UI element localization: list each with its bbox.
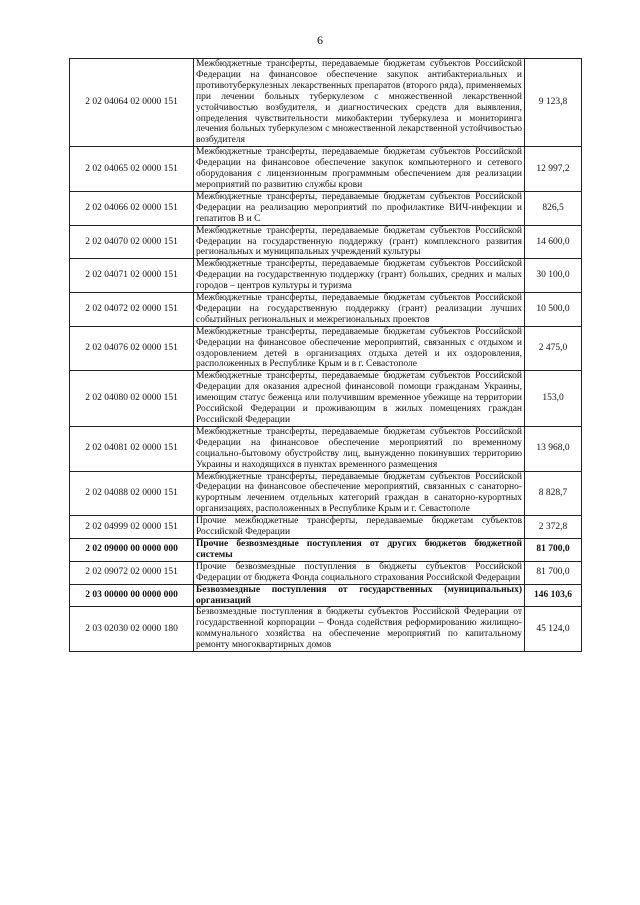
budget-code-cell: 2 03 02030 02 0000 180: [70, 607, 194, 652]
table-row: [70, 426, 582, 471]
amount-cell: 10 500,0: [525, 293, 582, 327]
amount-cell: 30 100,0: [525, 259, 582, 293]
budget-code-cell: 2 02 04088 02 0000 151: [70, 471, 194, 516]
budget-code-cell: 2 02 04070 02 0000 151: [70, 225, 194, 259]
description-cell: Межбюджетные трансферты, передаваемые бюджетам субъектов Российской Федерации на реализацию мероприятий по профилактике ВИЧ-инфекции и гепатитов B и C: [194, 191, 525, 225]
description-cell: Межбюджетные трансферты, передаваемые бюджетам субъектов Российской Федерации для оказания адресной финансовой помощи гражданам Украины, имеющим статус беженца или получившим временное убежище на территории Российской Федерации и проживающим в жилых помещениях граждан Российской Федерации: [194, 371, 525, 427]
budget-code-cell: 2 02 04081 02 0000 151: [70, 426, 194, 471]
table-row: [70, 147, 582, 192]
page-number: 6: [317, 33, 323, 47]
description-cell: Безвозмездные поступления от государственных (муниципальных) организаций: [194, 584, 525, 607]
table-row: [70, 293, 582, 327]
budget-code-cell: 2 02 04065 02 0000 151: [70, 147, 194, 192]
table-row: [70, 561, 582, 584]
description-cell: Межбюджетные трансферты, передаваемые бюджетам субъектов Российской Федерации на финансовое обеспечение мероприятий, связанных с отдыхом и оздоровлением детей в организациях отдыха детей и их оздоровления, расположенных в Республике Крым и в г. Севастополе: [194, 326, 525, 371]
amount-cell: 81 700,0: [525, 538, 582, 561]
table-row: [70, 326, 582, 371]
budget-code-cell: 2 02 04080 02 0000 151: [70, 371, 194, 427]
budget-code-cell: 2 03 00000 00 0000 000: [70, 584, 194, 607]
description-cell: Прочие безвозмездные поступления от других бюджетов бюджетной системы: [194, 538, 525, 561]
budget-code-cell: 2 02 09072 02 0000 151: [70, 561, 194, 584]
amount-cell: 13 968,0: [525, 426, 582, 471]
table-row: [70, 371, 582, 427]
amount-cell: 81 700,0: [525, 561, 582, 584]
table-body: [70, 59, 582, 652]
amount-cell: 826,5: [525, 191, 582, 225]
description-cell: Прочие межбюджетные трансферты, передаваемые бюджетам субъектов Российской Федерации: [194, 516, 525, 539]
amount-cell: 45 124,0: [525, 607, 582, 652]
amount-cell: 2 372,8: [525, 516, 582, 539]
budget-code-cell: 2 02 04999 02 0000 151: [70, 516, 194, 539]
table-row: [70, 538, 582, 561]
amount-cell: 8 828,7: [525, 471, 582, 516]
budget-code-cell: 2 02 04064 02 0000 151: [70, 59, 194, 147]
description-cell: Межбюджетные трансферты, передаваемые бюджетам субъектов Российской Федерации на государственную поддержку (грант) реализации лучших событийных региональных и межрегиональных проектов: [194, 293, 525, 327]
table-row: [70, 59, 582, 147]
budget-revenue-table: [69, 58, 582, 652]
amount-cell: 12 997,2: [525, 147, 582, 192]
table-row: [70, 191, 582, 225]
description-cell: Прочие безвозмездные поступления в бюджеты субъектов Российской Федерации от бюджета Фонда социального страхования Российской Федерации: [194, 561, 525, 584]
table-row: [70, 607, 582, 652]
table-row: [70, 584, 582, 607]
table-row: [70, 516, 582, 539]
description-cell: Межбюджетные трансферты, передаваемые бюджетам субъектов Российской Федерации на государственную поддержку (грант) комплексного развития региональных и муниципальных учреждений культуры: [194, 225, 525, 259]
table-row: [70, 471, 582, 516]
table-row: [70, 225, 582, 259]
description-cell: Межбюджетные трансферты, передаваемые бюджетам субъектов Российской Федерации на финансовое обеспечение закупок компьютерного и сетевого оборудования с лицензионным программным обеспечением для реализации мероприятий по развитию службы крови: [194, 147, 525, 192]
budget-code-cell: 2 02 04066 02 0000 151: [70, 191, 194, 225]
budget-code-cell: 2 02 09000 00 0000 000: [70, 538, 194, 561]
description-cell: Межбюджетные трансферты, передаваемые бюджетам субъектов Российской Федерации на государственную поддержку (грант) больших, средних и малых городов – центров культуры и туризма: [194, 259, 525, 293]
budget-code-cell: 2 02 04071 02 0000 151: [70, 259, 194, 293]
amount-cell: 2 475,0: [525, 326, 582, 371]
budget-code-cell: 2 02 04072 02 0000 151: [70, 293, 194, 327]
amount-cell: 9 123,8: [525, 59, 582, 147]
description-cell: Межбюджетные трансферты, передаваемые бюджетам субъектов Российской Федерации на финансовое обеспечение мероприятий по временному социально-бытовому обустройству лиц, вынужденно покинувших территорию Украины и находящихся в пунктах временного размещения: [194, 426, 525, 471]
description-cell: Безвозмездные поступления в бюджеты субъектов Российской Федерации от государственной корпорации – Фонда содействия реформированию жилищно-коммунального хозяйства на обеспечение мероприятий по капитальному ремонту многоквартирных домов: [194, 607, 525, 652]
table-row: [70, 259, 582, 293]
amount-cell: 14 600,0: [525, 225, 582, 259]
budget-code-cell: 2 02 04076 02 0000 151: [70, 326, 194, 371]
description-cell: Межбюджетные трансферты, передаваемые бюджетам субъектов Российской Федерации на финансовое обеспечение закупок антибактериальных и противотуберкулезных лекарственных препаратов (второго ряда), применяемых при лечении больных туберкулезом с множественной лекарственной устойчивостью возбудителя, и диагностических средств для выявления, определения чувствительности микобактерии туберкулеза и мониторинга лечения больных туберкулезом с множественной лекарственной устойчивостью возбудителя: [194, 59, 525, 147]
amount-cell: 153,0: [525, 371, 582, 427]
description-cell: Межбюджетные трансферты, передаваемые бюджетам субъектов Российской Федерации на финансовое обеспечение мероприятий, связанных с санаторно-курортным лечением отдельных категорий граждан в санаторно-курортных организациях, расположенных в Республике Крым и г. Севастополе: [194, 471, 525, 516]
amount-cell: 146 103,6: [525, 584, 582, 607]
